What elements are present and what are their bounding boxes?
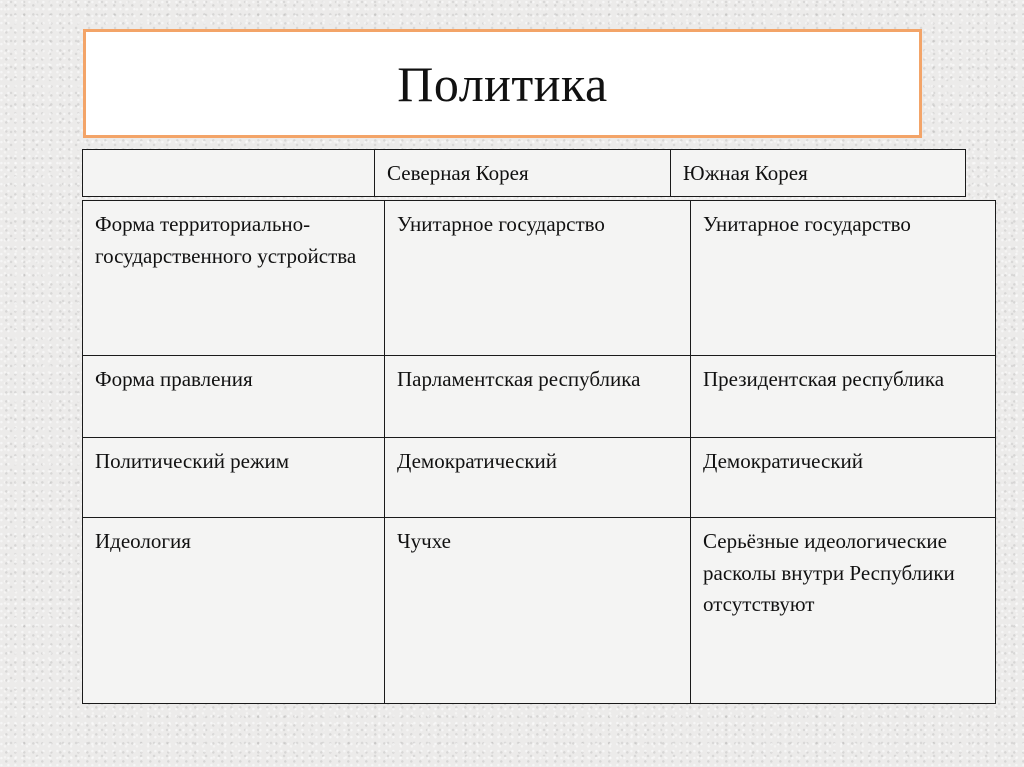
north-korea-cell: Чучхе (385, 518, 691, 704)
header-cell-north-korea: Северная Корея (375, 150, 671, 197)
row-label: Политический режим (83, 438, 385, 518)
table-row (83, 438, 996, 518)
page-title: Политика (397, 55, 608, 112)
row-label: Идеология (83, 518, 385, 704)
row-label: Форма правления (83, 356, 385, 438)
table-row (83, 518, 996, 704)
table-row (83, 356, 996, 438)
south-korea-cell: Президентская республика (691, 356, 996, 438)
north-korea-cell: Парламентская республика (385, 356, 691, 438)
row-label: Форма территориально-государственного устройства (83, 201, 385, 356)
header-row (83, 150, 966, 197)
header-cell-south-korea: Южная Корея (671, 150, 966, 197)
north-korea-cell: Унитарное государство (385, 201, 691, 356)
title-box (83, 29, 922, 138)
header-cell-empty (83, 150, 375, 197)
comparison-header (82, 149, 966, 197)
north-korea-cell: Демократический (385, 438, 691, 518)
south-korea-cell: Унитарное государство (691, 201, 996, 356)
south-korea-cell: Демократический (691, 438, 996, 518)
table-row (83, 201, 996, 356)
south-korea-cell: Серьёзные идеологические расколы внутри Республики отсутствуют (691, 518, 996, 704)
comparison-table (82, 200, 996, 704)
